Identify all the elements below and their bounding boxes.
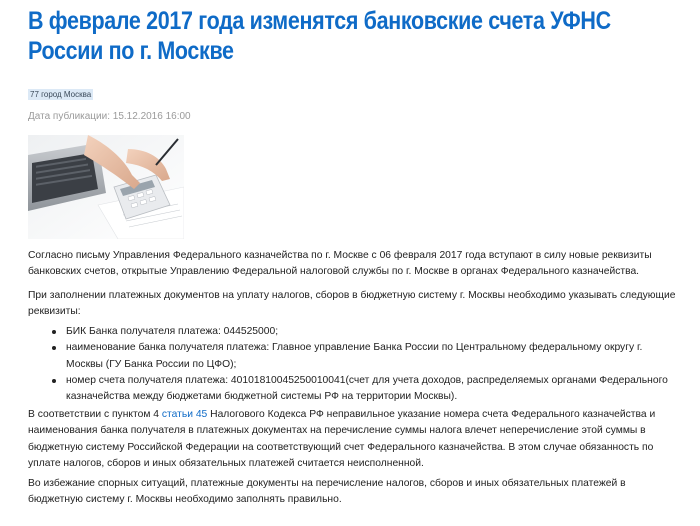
list-item-text: номер счета получателя платежа: 40101810045250010041(счет для учета доходов, распределяемых органами Федерального казначейства между бюджетами бюджетной системы РФ на территории Москвы).: [66, 374, 668, 403]
bullet-icon: [52, 379, 56, 383]
paragraph-1: Согласно письму Управления Федерального казначейства по г. Москве с 06 февраля 2017 года вступают в силу новые реквизиты банковских счетов, открытые Управлению Федеральной налоговой службы по г. Москве в органах Федерального казначейства.: [28, 250, 652, 278]
paragraph-3-suffix: Налогового Кодекса РФ неправильное указание номера счета Федерального казначейства и наименования банка получателя в платежных документах на перечисление суммы налога влечет неперечисление этой суммы в бюджетную систему Российской Федерации на соответствующий счет Федерального казначейства. В этом случае обязанность по уплате налогов, сборов и иных обязательных платежей считается неисполненной.: [28, 409, 656, 469]
page-title-line1: В феврале 2017 года изменятся банковские счета УФНС: [28, 7, 611, 35]
list-item-text: БИК Банка получателя платежа: 044525000;: [66, 326, 279, 337]
list-item-text: наименование банка получателя платежа: Главное управление Банка России по Центральному федеральному округу г. Москвы (ГУ Банка России по ЦФО);: [66, 342, 643, 370]
list-item: [52, 324, 672, 340]
paragraph-3-prefix: В соответствии с пунктом 4: [28, 409, 162, 420]
page-title-line2: России по г. Москве: [28, 37, 234, 65]
paragraph-3: [28, 407, 680, 472]
publication-date: Дата публикации: 15.12.2016 16:00: [28, 111, 191, 122]
article-image: [28, 135, 184, 239]
page-title: [28, 6, 611, 66]
list-item: [52, 373, 672, 406]
paragraph-4: Во избежание спорных ситуаций, платежные документы на перечисление налогов, сборов и иных обязательных платежей в бюджетную систему г. Москвы необходимо заполнять правильно.: [28, 478, 626, 506]
bullet-icon: [52, 346, 56, 350]
list-item: [52, 340, 672, 373]
requisites-list: [52, 324, 672, 405]
paragraph-2: При заполнении платежных документов на уплату налогов, сборов в бюджетную систему г. Москвы необходимо указывать следующие реквизиты:: [28, 290, 676, 318]
tax-code-article-link[interactable]: статьи 45: [161, 409, 208, 420]
laptop-calculator-photo-icon: [28, 135, 184, 239]
bullet-icon: [52, 330, 56, 334]
region-tag-link[interactable]: 77 город Москва: [30, 90, 92, 99]
